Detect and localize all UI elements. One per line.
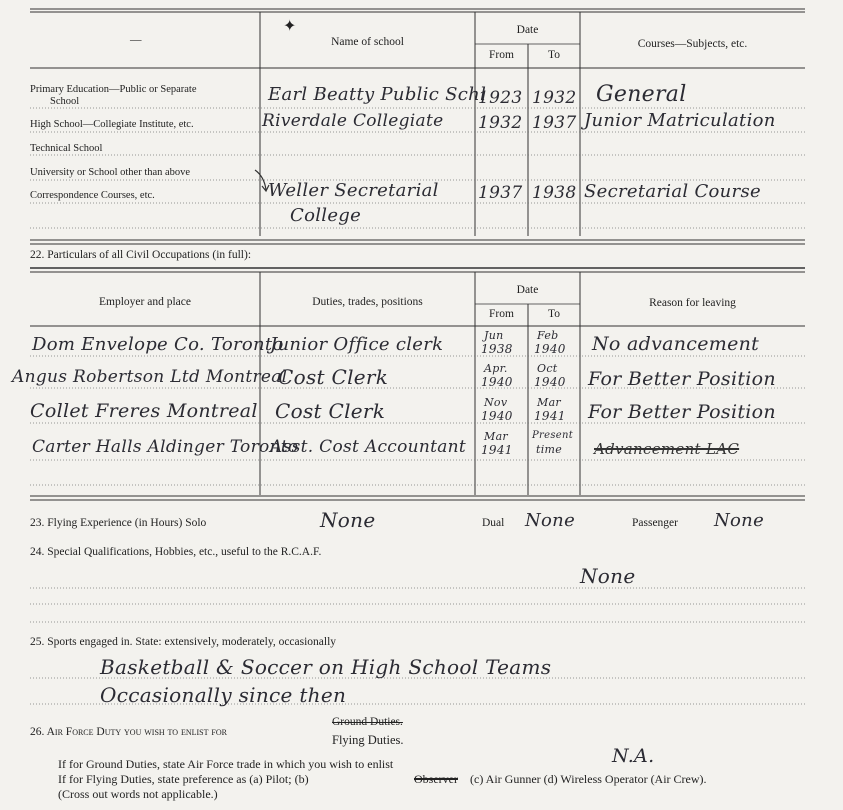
occ-from-year-1: 1938 — [481, 342, 513, 356]
occ-from-month-1: Jun — [484, 329, 504, 342]
occ-reason-2: For Better Position — [588, 368, 776, 390]
header-employer: Employer and place — [99, 296, 191, 308]
edu-label-university: University or School other than above — [30, 167, 191, 178]
edu-school-primary: Earl Beatty Public Schl — [268, 84, 487, 105]
edu-label-high-school: High School—Collegiate Institute, etc. — [30, 119, 194, 130]
q26-flying-line-c: (c) Air Gunner (d) Wireless Operator (Air Crew). — [470, 772, 707, 786]
q24-answer: None — [580, 564, 636, 588]
header-duties: Duties, trades, positions — [312, 296, 423, 308]
header-from: From — [489, 49, 514, 61]
q26-ground-line: If for Ground Duties, state Air Force trade in which you wish to enlist — [58, 757, 394, 771]
header-occ-from: From — [489, 308, 514, 320]
occ-employer-2: Angus Robertson Ltd Montreal — [12, 367, 288, 387]
q26-flying-duties: Flying Duties. — [332, 733, 404, 747]
header-courses: Courses—Subjects, etc. — [637, 38, 748, 50]
occ-employer-4: Carter Halls Aldinger Toronto — [32, 437, 299, 457]
q26-flying-line: If for Flying Duties, state preference as (a) Pilot; (b) — [58, 772, 309, 786]
q26-cross-out-note: (Cross out words not applicable.) — [58, 787, 218, 801]
header-name-of-school: Name of school — [331, 36, 404, 48]
edu-label-correspondence: Correspondence Courses, etc. — [30, 190, 155, 201]
edu-school-correspondence-cont: College — [290, 205, 362, 226]
edu-from-high: 1932 — [478, 113, 523, 133]
q23-passenger-answer: None — [714, 510, 765, 531]
q26-observer-struck: Observer — [414, 772, 458, 786]
header-occ-to: To — [548, 308, 560, 320]
edu-to-correspondence: 1938 — [532, 183, 577, 203]
q24-label: 24. Special Qualifications, Hobbies, etc., useful to the R.C.A.F. — [30, 546, 322, 558]
header-date: Date — [516, 24, 539, 36]
edu-school-high: Riverdale Collegiate — [262, 111, 444, 131]
q26-label: 26. Air Force Duty you wish to enlist for — [30, 726, 227, 738]
occ-to-month-2: Oct — [537, 362, 558, 375]
q26-ground-duties-struck: Ground Duties. — [332, 716, 403, 728]
occ-reason-1: No advancement — [592, 333, 760, 355]
edu-course-correspondence: Secretarial Course — [584, 181, 761, 202]
q23-dual-label: Dual — [482, 517, 505, 529]
edu-to-high: 1937 — [532, 113, 577, 133]
occ-duties-2: Cost Clerk — [278, 365, 389, 389]
occ-duties-3: Cost Clerk — [275, 399, 386, 423]
check-mark: ✦ — [283, 18, 297, 35]
edu-course-primary: General — [596, 82, 687, 107]
occ-from-month-4: Mar — [484, 430, 508, 443]
occ-to-year-4: time — [536, 443, 563, 456]
label-dash: — — [130, 34, 142, 46]
header-to: To — [548, 49, 560, 61]
occ-to-year-1: 1940 — [534, 342, 566, 356]
occ-reason-3: For Better Position — [588, 401, 776, 423]
q25-answer-line2: Occasionally since then — [100, 683, 347, 707]
occ-reason-4-struck: Advancement LAC — [594, 440, 740, 458]
edu-to-primary: 1932 — [532, 88, 577, 108]
q25-answer-line1: Basketball & Soccer on High School Teams — [100, 655, 552, 679]
edu-label-technical: Technical School — [30, 143, 103, 154]
occ-from-year-4: 1941 — [481, 443, 513, 457]
edu-label-primary-2: School — [50, 96, 80, 107]
occ-to-month-1: Feb — [537, 329, 559, 342]
edu-course-high: Junior Matriculation — [584, 110, 776, 131]
occ-employer-3: Collet Freres Montreal — [30, 400, 258, 422]
q23-passenger-label: Passenger — [632, 517, 678, 529]
q26-ground-answer: N.A. — [612, 745, 655, 767]
edu-from-primary: 1923 — [478, 88, 523, 108]
edu-label-primary: Primary Education—Public or Separate — [30, 84, 197, 95]
occ-from-year-3: 1940 — [481, 409, 513, 423]
edu-school-correspondence: Weller Secretarial — [268, 180, 439, 201]
occ-duties-1: Junior Office clerk — [270, 334, 444, 355]
occ-to-year-3: 1941 — [534, 409, 566, 423]
occ-to-month-4: Present — [532, 430, 574, 441]
occ-duties-4: Asst. Cost Accountant — [270, 437, 467, 457]
occ-to-year-2: 1940 — [534, 375, 566, 389]
header-reason: Reason for leaving — [649, 297, 736, 309]
q23-solo-answer: None — [320, 508, 376, 532]
occ-to-month-3: Mar — [537, 396, 561, 409]
occ-from-month-3: Nov — [484, 396, 508, 409]
occ-employer-1: Dom Envelope Co. Toronto — [32, 334, 284, 355]
q23-label: 23. Flying Experience (in Hours) Solo — [30, 517, 207, 529]
q23-dual-answer: None — [525, 510, 576, 531]
edu-from-correspondence: 1937 — [478, 183, 523, 203]
q25-label: 25. Sports engaged in. State: extensively, moderately, occasionally — [30, 636, 337, 648]
occ-from-year-2: 1940 — [481, 375, 513, 389]
header-occ-date: Date — [516, 284, 539, 296]
occupations-title: 22. Particulars of all Civil Occupations (in full): — [30, 249, 252, 261]
occ-from-month-2: Apr. — [484, 362, 508, 375]
